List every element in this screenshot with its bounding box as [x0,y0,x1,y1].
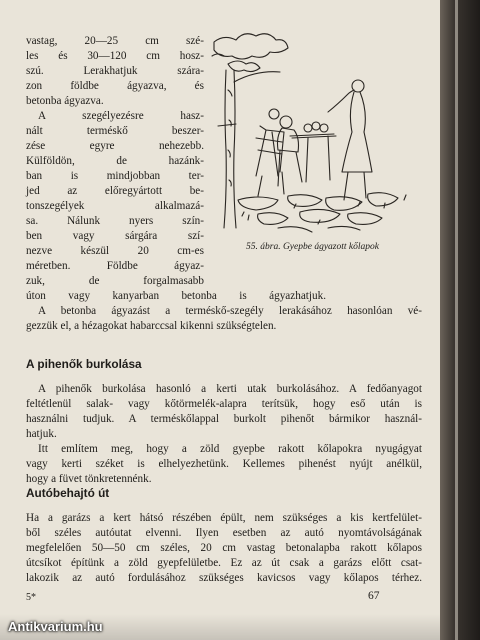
left-column-line: ban is mindjobban ter- [26,170,204,182]
left-column-line: zon földbe ágyazva, és [26,80,204,92]
left-column-line: ben vagy sárgára szí- [26,230,204,242]
section-heading: Autóbehajtó út [26,486,110,500]
left-column-line: jed az előregyártott be- [26,185,204,197]
left-column-line: les és 30—120 cm hosz- [26,50,204,62]
left-column-line: zése egyre nehezebb. [26,140,204,152]
paragraph-line: használni tudjuk. A terméskőlappal burkolt pihenőt bármikor használ- [26,413,422,425]
figure-caption: 55. ábra. Gyepbe ágyazott kőlapok [246,242,379,252]
paragraph-line: úton vagy kanyarban betonba is ágyazhatjuk. [26,290,326,302]
left-column-line: tonszegélyek alkalmazá- [26,200,204,212]
garden-illustration [208,30,422,240]
paragraph-line: Itt említem meg, hogy a zöld gyepbe rakott kőlapokra nyugágyat [38,443,422,455]
paragraph-line: lakozik az autó fordulásához szükséges kavicsos vagy kőlapos térhez. [26,572,422,584]
paragraph-line: feltétlenül salak- vagy kőtörmelék-alapra terítsük, hogy eső után is [26,398,422,410]
watermark: Antikvarium.hu [0,614,440,640]
paragraph-line: A betonba ágyazást a terméskő-szegély lerakásához hasonlóan vé- [38,305,422,317]
left-column-line: A szegélyezésre hasz- [38,110,204,122]
left-column-line: Külföldön, de hazánk- [26,155,204,167]
paragraph-line: A pihenők burkolása hasonló a kerti utak burkolásához. A fedőanyagot [38,383,422,395]
paragraph-line: ből széles autóutat elvenni. Ilyen esetben az autó nyomtávolságának [26,527,422,539]
left-column-line: betonba ágyazva. [26,95,104,107]
signature-mark: 5* [26,592,36,603]
paragraph-line: gezzük el, a hézagokat habarccsal kikenni szükségtelen. [26,320,277,332]
paragraph-line: vagy kerti széket is elhelyezhetünk. Kellemes pihenést nyújt anélkül, [26,458,422,470]
left-column-line: nált terméskő beszer- [26,125,204,137]
left-column-line: nezve készül 20 cm-es [26,245,204,257]
left-column-line: vastag, 20—25 cm szé- [26,35,204,47]
left-column-line: szú. Lerakhatjuk szára- [26,65,204,77]
page-edge [455,0,458,640]
page-number: 67 [368,590,380,602]
section-heading: A pihenők burkolása [26,357,142,371]
paragraph-line: hogy a füvet tönkretennénk. [26,473,152,485]
paragraph-line: hatjuk. [26,428,57,440]
left-column-line: zuk, de forgalmasabb [26,275,204,287]
left-column-line: sa. Nálunk nyers szín- [26,215,204,227]
left-column-line: méretben. Földbe ágyaz- [26,260,204,272]
paragraph-line: útcsíkot építünk a zöld gyepfelületbe. Ez az út csak a garázs előtt csat- [26,557,422,569]
paragraph-line: Ha a garázs a kert hátsó részében épült, nem szükséges a kis kertfelület- [26,512,422,524]
paragraph-line: megfelelően 50—50 cm széles, 20 cm vastag betonalapba rakott kőlapos [26,542,422,554]
book-spine [440,0,480,640]
